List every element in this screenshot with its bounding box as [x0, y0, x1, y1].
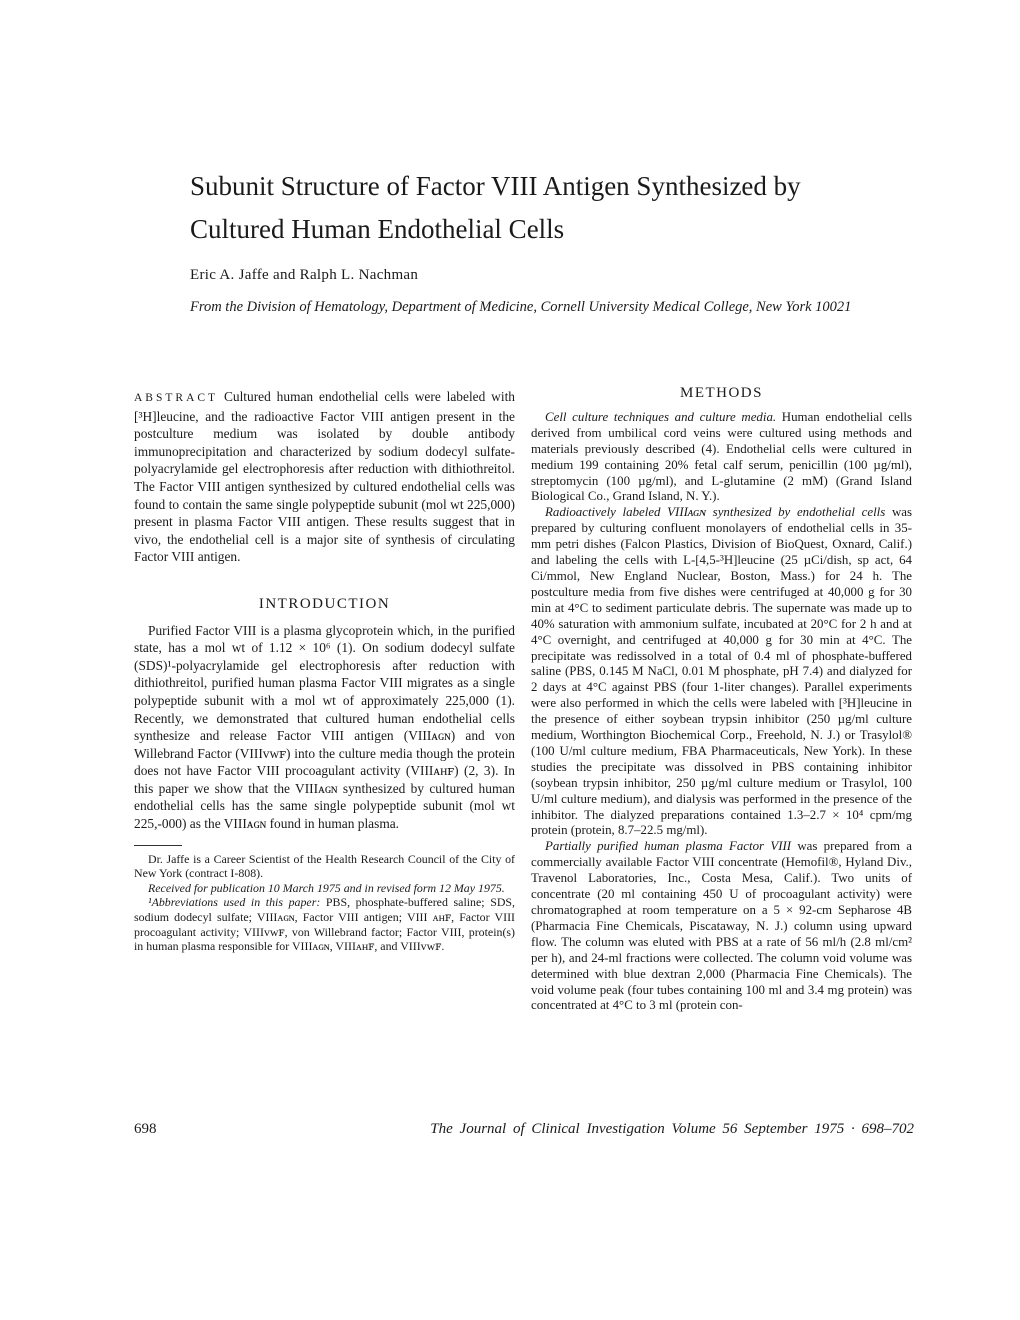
- abstract-text: Cultured human endothelial cells were labeled with [³H]leucine, and the radioactive Factor VIII antigen present in the postculture medium was isolated by double antibody immunoprecipitation and characterized by sodium dodecyl sulfate-polyacrylamide gel electrophoresis after reduction with dithiothreitol. The Factor VIII antigen synthesized by cultured endothelial cells was found to contain the same single polypeptide subunit (mol wt 225,000) present in plasma Factor VIII antigen. These results suggest that in vivo, the endothelial cell is a major site of synthesis of circulating Factor VIII antigen.: [134, 389, 515, 565]
- methods-paragraph-lead: Partially purified human plasma Factor VIII: [545, 839, 792, 854]
- methods-paragraph-text: Human endothelial cells derived from umbilical cord veins were cultured using methods and materials previously described (4). Endothelial cells were cultured in medium 199 containing 20% fetal calf serum, penicillin (100 µg/ml), streptomycin (100 µg/ml), and L-glutamine (2 mM) (Grand Island Biological Co., Grand Island, N. Y.).: [531, 409, 912, 504]
- author-affiliation: From the Division of Hematology, Department of Medicine, Cornell University Medical College, New York 10021: [190, 299, 852, 315]
- footnote-abbreviations-label: ¹Abbreviations used in this paper:: [148, 895, 321, 910]
- footnote-received: Received for publication 10 March 1975 and in revised form 12 May 1975.: [148, 880, 505, 895]
- article-title: Subunit Structure of Factor VIII Antigen Synthesized by Cultured Human Endothelial Cells: [190, 171, 801, 244]
- footnotes: [134, 852, 515, 954]
- page-number: 698: [134, 1121, 157, 1137]
- journal-citation: The Journal of Clinical Investigation Volume 56 September 1975 · 698–702: [430, 1121, 914, 1137]
- methods-paragraph-text: was prepared from a commercially available Factor VIII concentrate (Hemofil®, Hyland Div., Travenol Laboratories, Inc., Costa Mesa, Calif.). Two units of concentrate (20 ml containing 450 U of procoagulant activity) were chromatographed at room temperature on a 5 × 92-cm Sepharose 4B (Pharmacia Fine Chemicals, Piscataway, N. J.) column using upward flow. The column was eluted with PBS at a rate of 56 ml/h (2.8 ml/cm² per h), and 24-ml fractions were collected. The column void volume was determined with blue dextran 2,000 (Pharmacia Fine Chemicals). The void volume peak (four tubes containing 100 ml and 3.4 mg protein) was concentrated at 4°C to 3 ml (protein con-: [531, 839, 912, 1013]
- footnote-rule: [134, 845, 182, 846]
- footnote-career: Dr. Jaffe is a Career Scientist of the Health Research Council of the City of New York (contract I-808).: [134, 851, 515, 881]
- introduction-heading: INTRODUCTION: [258, 595, 391, 612]
- introduction-text: Purified Factor VIII is a plasma glycoprotein which, in the purified state, has a mol wt of 1.12 × 10⁶ (1). On sodium dodecyl sulfate (SDS)¹-polyacrylamide gel electrophoresis after reduction with dithiothreitol, purified human plasma Factor VIII migrates as a single polypeptide subunit with a mol wt of approximately 225,000 (1). Recently, we demonstrated that cultured human endothelial cells synthesize and release Factor VIII antigen (VIIIᴀɢɴ) and von Willebrand Factor (VIIIᴠᴡꜰ) into the culture media though the protein does not have Factor VIII procoagulant activity (VIIIᴀʜꜰ) (2, 3). In this paper we show that the VIIIᴀɢɴ synthesized by cultured human endothelial cells has the same single polypeptide subunit (mol wt 225,-000) as the VIIIᴀɢɴ found in human plasma.: [134, 622, 515, 832]
- methods-paragraph: [531, 505, 912, 839]
- methods-paragraph-lead: Cell culture techniques and culture media.: [545, 409, 777, 424]
- right-column: [531, 386, 912, 1014]
- left-column: [134, 388, 515, 954]
- footnote-abbreviations-text: PBS, phosphate-buffered saline; SDS, sodium dodecyl sulfate; VIIIᴀɢɴ, Factor VIII antigen; VIII ᴀʜꜰ, Factor VIII procoagulant activity; VIIIᴠᴡꜰ, von Willebrand factor; Factor VIII, protein(s) in human plasma responsible for VIIIᴀɢɴ, VIIIᴀʜꜰ, and VIIIᴠᴡꜰ.: [134, 895, 515, 954]
- author-list: Eric A. Jaffe and Ralph L. Nachman: [190, 267, 419, 283]
- methods-paragraph: [531, 410, 912, 505]
- abstract-label: ABSTRACT: [134, 392, 219, 404]
- abstract: [134, 388, 515, 566]
- methods-paragraph-text: was prepared by culturing confluent monolayers of endothelial cells in 35-mm petri dishes (Falcon Plastics, Division of BioQuest, Oxnard, Calif.) and labeling the cells with L-[4,5-³H]leucine (25 µCi/dish, sp act, 64 Ci/mmol, New England Nuclear, Boston, Mass.) for 24 h. The postculture media from five dishes were centrifuged at 40,000 g for 30 min at 4°C to sediment particulate debris. The supernate was made up to 40% saturation with ammonium sulfate, incubated at 20°C for 2 h and at 4°C overnight, and centrifuged at 40,000 g for 30 min at 4°C. The precipitate was redissolved in a total of 0.4 ml of phosphate-buffered saline (PBS, 0.145 M NaCl, 0.01 M phosphate, pH 7.4) and dialyzed for 2 days at 4°C against PBS (four 1-liter changes). Parallel experiments were also performed in which the cells were labeled with [³H]leucine in the presence of either soybean trypsin inhibitor (250 µg/ml culture medium, Worthington Biochemical Corp., Freehold, N. J.) or Trasylol® (100 U/ml culture medium, FBA Pharmaceuticals, New York). In these studies the precipitate was dissolved in PBS containing inhibitor (soybean trypsin inhibitor, 250 µg/ml culture medium or Trasylol, 100 U/ml culture medium), and dialysis was performed in the presence of the inhibitor. The dialyzed preparations contained 1.3–2.7 × 10⁴ cpm/mg protein (protein, 8.7–22.5 mg/ml).: [531, 505, 912, 838]
- footnote-abbreviations: [134, 895, 515, 953]
- methods-paragraph-lead: Radioactively labeled VIIIᴀɢɴ synthesized by endothelial cells: [545, 505, 886, 520]
- methods-heading: METHODS: [679, 385, 763, 401]
- methods-paragraph: [531, 839, 912, 1014]
